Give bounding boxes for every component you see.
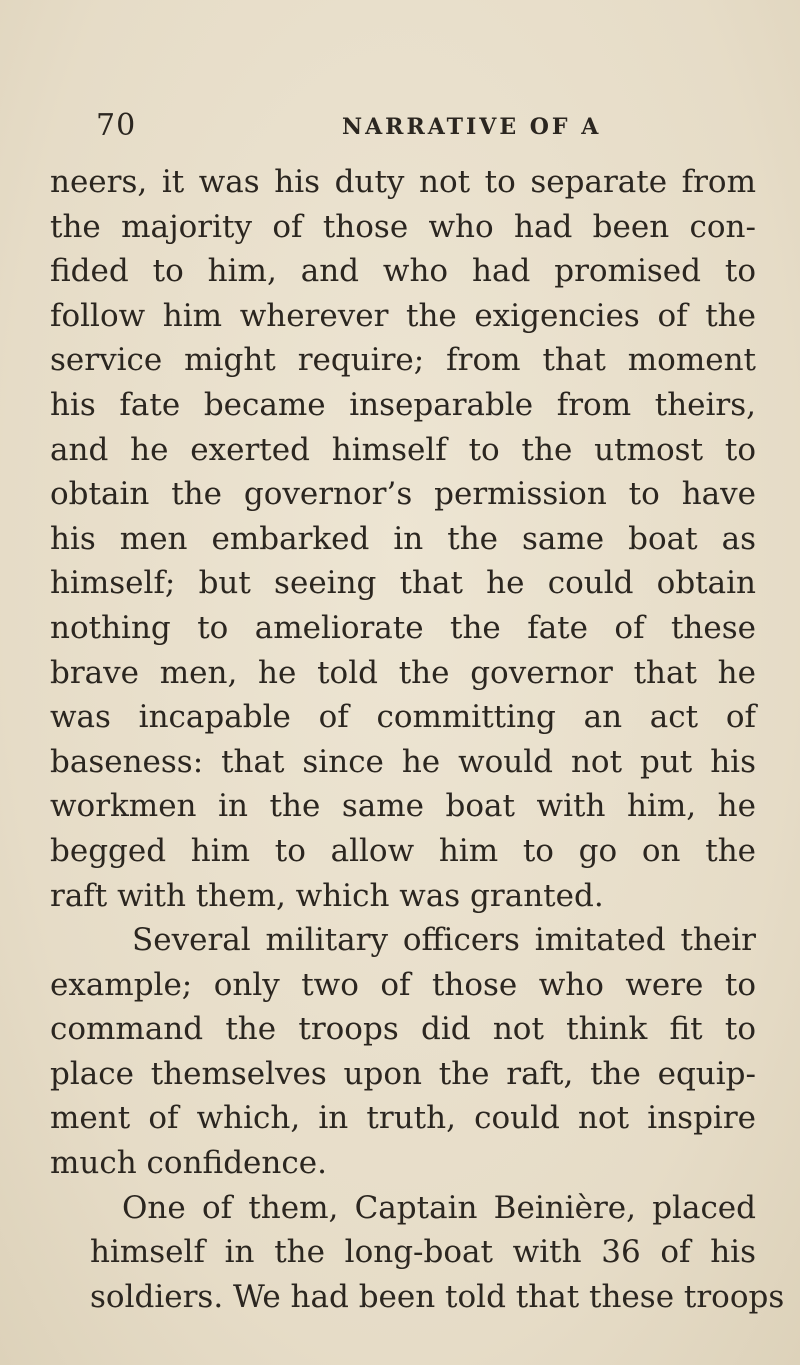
text-line: raft with them, which was granted.: [50, 877, 604, 914]
text-line: brave men, he told the governor that he: [50, 654, 756, 691]
text-line: ment of which, in truth, could not inspire: [50, 1100, 756, 1137]
text-line: was incapable of committing an act of: [50, 699, 756, 736]
text-line: himself; but seeing that he could obtain: [50, 565, 756, 602]
paragraph-start-line: One of them, Captain Beinière, placed: [122, 1189, 756, 1226]
text-line: place themselves upon the raft, the equip-: [50, 1055, 756, 1092]
text-line: much confidence.: [50, 1145, 327, 1182]
text-line: workmen in the same boat with him, he: [50, 788, 756, 825]
text-line: himself in the long-boat with 36 of his: [90, 1234, 756, 1271]
paragraph-start-line: Several military officers imitated their: [132, 922, 756, 959]
text-line: service might require; from that moment: [50, 342, 756, 379]
page-number: 70: [96, 108, 137, 143]
text-line: example; only two of those who were to: [50, 966, 756, 1003]
text-line: follow him wherever the exigencies of the: [50, 297, 756, 334]
text-line: his men embarked in the same boat as: [50, 520, 756, 557]
body-text: [50, 160, 785, 1319]
page-header: [96, 108, 740, 148]
text-line: fided to him, and who had promised to: [50, 253, 756, 290]
text-line: baseness: that since he would not put his: [50, 743, 756, 780]
text-line: nothing to ameliorate the fate of these: [50, 609, 756, 646]
text-line: and he exerted himself to the utmost to: [50, 431, 756, 468]
text-line: begged him to allow him to go on the: [50, 832, 756, 869]
text-line: soldiers. We had been told that these troops: [90, 1278, 785, 1315]
text-line: the majority of those who had been con-: [50, 208, 756, 245]
text-line: obtain the governor’s permission to have: [50, 476, 756, 513]
text-line: command the troops did not think fit to: [50, 1011, 756, 1048]
text-line: neers, it was his duty not to separate from: [50, 164, 756, 200]
text-line: his fate became inseparable from theirs,: [50, 386, 756, 423]
running-head: NARRATIVE OF A: [342, 114, 602, 140]
